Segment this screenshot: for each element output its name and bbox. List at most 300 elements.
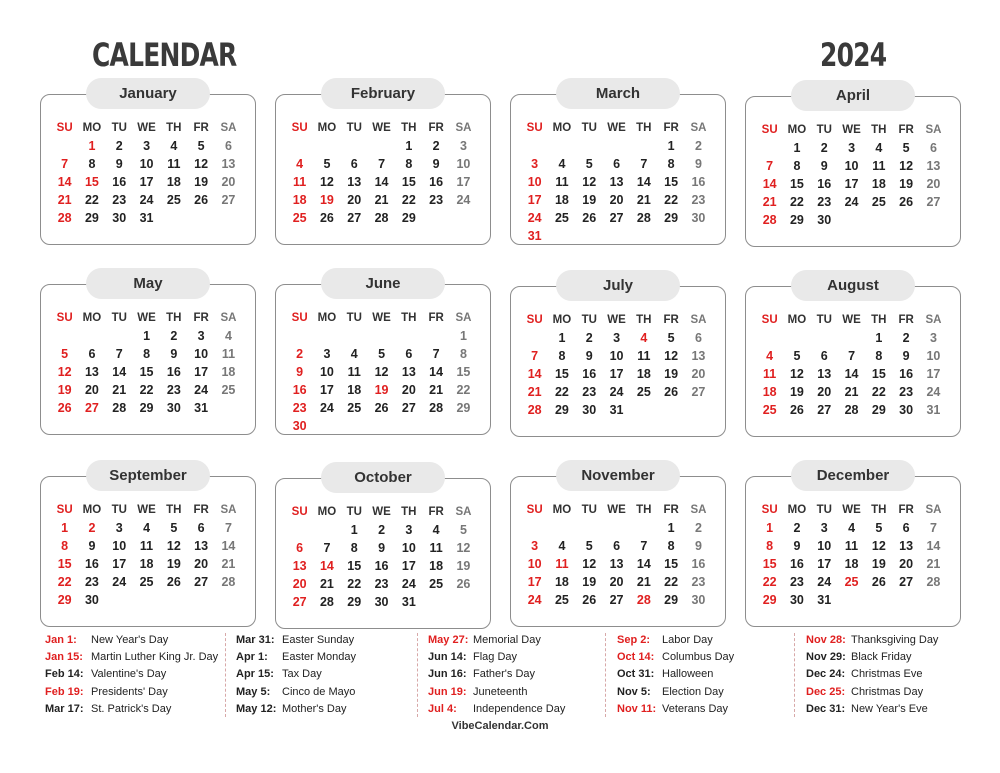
footer-site: VibeCalendar.Com (451, 720, 549, 732)
day-cell: 4 (558, 539, 566, 553)
day-cell: 6 (350, 157, 358, 171)
day-cell: 4 (558, 157, 566, 171)
day-cell: 27 (292, 595, 307, 609)
day-cell: 1 (667, 139, 675, 153)
holiday-name: Father's Day (473, 668, 536, 681)
day-cell: 5 (197, 139, 205, 153)
day-cell: 6 (929, 141, 937, 155)
weekday-header: FR (663, 122, 679, 134)
weekday-header: FR (193, 122, 209, 134)
day-cell: 24 (401, 577, 416, 591)
holiday-date: Oct 31: (617, 668, 655, 681)
weekday-header: TH (636, 504, 652, 516)
weekday-header: WE (137, 122, 156, 134)
day-cell: 21 (844, 385, 859, 399)
day-cell: 4 (170, 139, 178, 153)
weekday-header: TH (401, 122, 417, 134)
holiday-date: Nov 28: (806, 634, 846, 646)
holiday-date: May 27: (428, 634, 469, 646)
day-cell: 14 (57, 175, 72, 189)
day-cell: 27 (926, 195, 941, 209)
holiday-date: Sep 2: (617, 634, 651, 646)
weekday-header: WE (842, 124, 861, 136)
day-cell: 16 (817, 177, 832, 191)
weekday-header: TU (346, 122, 362, 134)
empty-cell (106, 327, 133, 345)
weekday-header: FR (663, 314, 679, 326)
day-cell: 10 (112, 539, 127, 553)
day-cell: 28 (636, 593, 651, 607)
weekday-header: MO (82, 312, 102, 324)
day-cell: 17 (456, 175, 471, 189)
day-cell: 12 (582, 557, 597, 571)
day-cell: 1 (405, 139, 413, 153)
day-cell: 24 (319, 401, 334, 415)
holiday-date: Feb 14: (45, 668, 84, 681)
day-cell: 1 (766, 521, 774, 535)
day-cell: 13 (194, 539, 209, 553)
day-cell: 3 (143, 139, 151, 153)
day-cell: 5 (378, 347, 386, 361)
day-cell: 10 (527, 557, 542, 571)
day-cell: 3 (929, 331, 937, 345)
weekday-header: FR (193, 504, 209, 516)
day-cell: 9 (432, 157, 440, 171)
holiday-name: Flag Day (473, 651, 518, 664)
weekday-header: FR (428, 122, 444, 134)
holiday-item (428, 632, 565, 649)
holiday-name: St. Patrick's Day (91, 702, 172, 715)
day-cell: 18 (166, 175, 181, 189)
day-cell: 28 (636, 211, 651, 225)
day-cell: 29 (347, 595, 362, 609)
holiday-name: Easter Monday (282, 651, 356, 664)
day-cell: 29 (554, 403, 569, 417)
day-cell: 11 (167, 157, 181, 171)
holiday-name: Memorial Day (473, 634, 541, 646)
day-cell: 27 (609, 211, 624, 225)
day-cell: 16 (582, 367, 597, 381)
weekday-header: SU (761, 504, 778, 516)
day-cell: 13 (401, 365, 416, 379)
day-cell: 10 (319, 365, 334, 379)
day-cell: 7 (640, 157, 648, 171)
day-cell: 9 (820, 159, 828, 173)
holiday-column (428, 632, 565, 718)
day-cell: 12 (456, 541, 471, 555)
day-cell: 13 (221, 157, 236, 171)
day-cell: 30 (374, 595, 389, 609)
empty-cell (368, 327, 395, 345)
weekday-header: TH (401, 506, 417, 518)
day-cell: 7 (531, 349, 539, 363)
holiday-date: Mar 17: (45, 702, 84, 715)
column-divider (417, 633, 418, 717)
day-cell: 28 (762, 213, 777, 227)
holiday-column (236, 632, 356, 718)
weekday-header: MO (317, 312, 337, 324)
holiday-date: Jun 16: (428, 668, 467, 681)
day-cell: 11 (347, 365, 361, 379)
day-cell: 16 (112, 175, 127, 189)
holiday-name: Christmas Eve (851, 668, 923, 681)
day-cell: 20 (609, 575, 624, 589)
day-cell: 25 (554, 211, 569, 225)
day-cell: 5 (667, 331, 675, 345)
holiday-name: Cinco de Mayo (282, 685, 356, 698)
day-cell: 25 (554, 593, 569, 607)
holiday-item (236, 632, 356, 649)
day-cell: 16 (374, 559, 389, 573)
day-cell: 26 (194, 193, 209, 207)
weekday-header: TU (581, 122, 597, 134)
weekday-header: WE (842, 504, 861, 516)
day-cell: 26 (664, 385, 679, 399)
day-cell: 31 (194, 401, 209, 415)
day-cell: 28 (926, 575, 941, 589)
empty-cell (756, 139, 783, 157)
day-cell: 22 (401, 193, 416, 207)
day-cell: 18 (221, 365, 236, 379)
day-cell: 10 (194, 347, 209, 361)
day-grid (51, 309, 247, 417)
day-cell: 17 (844, 177, 859, 191)
day-grid (756, 121, 952, 229)
empty-cell (286, 327, 313, 345)
day-cell: 29 (139, 401, 154, 415)
day-cell: 23 (374, 577, 389, 591)
holiday-date: Dec 25: (806, 685, 846, 698)
day-cell: 23 (429, 193, 444, 207)
day-grid (756, 501, 952, 609)
weekday-header: TH (166, 122, 182, 134)
day-cell: 15 (554, 367, 569, 381)
day-cell: 13 (609, 175, 624, 189)
month-name: December (791, 460, 915, 491)
day-cell: 17 (139, 175, 154, 189)
empty-cell (576, 137, 603, 155)
day-cell: 8 (667, 157, 675, 171)
holiday-column (806, 632, 938, 718)
holiday-date: Jan 15: (45, 651, 83, 664)
holiday-column (45, 632, 218, 718)
day-cell: 10 (926, 349, 941, 363)
day-cell: 25 (844, 575, 859, 589)
day-cell: 19 (319, 193, 334, 207)
day-cell: 3 (115, 521, 123, 535)
weekday-header: TU (581, 504, 597, 516)
day-cell: 2 (902, 331, 910, 345)
day-cell: 14 (374, 175, 389, 189)
holiday-date: May 5: (236, 685, 271, 698)
day-cell: 12 (374, 365, 389, 379)
month-november (510, 467, 726, 627)
month-name: June (321, 268, 445, 299)
day-cell: 22 (347, 577, 362, 591)
weekday-header: SA (455, 506, 472, 518)
day-cell: 25 (347, 401, 362, 415)
weekday-header: WE (372, 506, 391, 518)
day-cell: 20 (292, 577, 307, 591)
day-cell: 31 (527, 229, 542, 243)
weekday-header: FR (898, 124, 914, 136)
empty-cell (548, 519, 575, 537)
empty-cell (78, 327, 105, 345)
holiday-date: Nov 11: (617, 702, 657, 715)
weekday-header: SA (455, 312, 472, 324)
day-cell: 2 (585, 331, 593, 345)
day-cell: 24 (609, 385, 624, 399)
day-cell: 2 (88, 521, 96, 535)
day-cell: 19 (456, 559, 471, 573)
day-cell: 15 (57, 557, 72, 571)
day-cell: 8 (350, 541, 358, 555)
day-cell: 1 (459, 329, 467, 343)
day-cell: 21 (221, 557, 236, 571)
weekday-header: WE (372, 312, 391, 324)
day-grid (51, 501, 247, 609)
day-cell: 27 (817, 403, 832, 417)
day-cell: 22 (57, 575, 72, 589)
day-cell: 26 (899, 195, 914, 209)
holiday-date: Apr 1: (236, 651, 268, 664)
day-cell: 14 (527, 367, 542, 381)
holiday-date: Oct 14: (617, 651, 655, 664)
day-cell: 8 (667, 539, 675, 553)
day-cell: 13 (609, 557, 624, 571)
day-cell: 26 (57, 401, 72, 415)
day-cell: 27 (84, 401, 99, 415)
day-cell: 15 (401, 175, 416, 189)
weekday-header: MO (82, 504, 102, 516)
day-cell: 29 (664, 211, 679, 225)
holiday-item (428, 701, 565, 718)
weekday-header: TU (816, 124, 832, 136)
day-cell: 26 (789, 403, 804, 417)
day-cell: 29 (762, 593, 777, 607)
day-cell: 4 (432, 523, 440, 537)
holiday-item (236, 701, 356, 718)
month-name: November (556, 460, 680, 491)
day-cell: 1 (350, 523, 358, 537)
day-cell: 13 (347, 175, 362, 189)
holiday-date: Jul 4: (428, 702, 457, 715)
day-cell: 9 (793, 539, 801, 553)
day-cell: 11 (872, 159, 886, 173)
day-cell: 3 (613, 331, 621, 345)
empty-cell (838, 329, 865, 347)
day-cell: 18 (347, 383, 362, 397)
empty-cell (395, 327, 422, 345)
day-cell: 3 (820, 521, 828, 535)
day-cell: 19 (582, 575, 597, 589)
holiday-item (236, 649, 356, 666)
day-cell: 2 (115, 139, 123, 153)
holiday-date: Jun 19: (428, 685, 467, 698)
day-cell: 26 (319, 211, 334, 225)
day-cell: 11 (555, 557, 569, 571)
weekday-header: SU (56, 504, 73, 516)
day-cell: 30 (691, 211, 706, 225)
holiday-name: Election Day (662, 685, 724, 698)
day-cell: 27 (221, 193, 236, 207)
day-cell: 20 (221, 175, 236, 189)
weekday-header: FR (898, 314, 914, 326)
day-cell: 20 (926, 177, 941, 191)
day-cell: 1 (88, 139, 96, 153)
day-cell: 5 (170, 521, 178, 535)
holiday-date: Jun 14: (428, 651, 467, 664)
holiday-name: Martin Luther King Jr. Day (91, 651, 219, 664)
day-cell: 19 (57, 383, 72, 397)
weekday-header: TU (111, 312, 127, 324)
day-cell: 19 (664, 367, 679, 381)
day-cell: 26 (582, 211, 597, 225)
month-name: February (321, 78, 445, 109)
day-cell: 23 (84, 575, 99, 589)
day-cell: 8 (143, 347, 151, 361)
day-cell: 21 (636, 193, 651, 207)
day-cell: 2 (378, 523, 386, 537)
day-cell: 29 (456, 401, 471, 415)
day-cell: 28 (319, 595, 334, 609)
day-cell: 20 (347, 193, 362, 207)
day-cell: 4 (848, 521, 856, 535)
month-september (40, 467, 256, 627)
day-cell: 25 (871, 195, 886, 209)
holiday-name: Tax Day (282, 668, 322, 681)
day-cell: 9 (115, 157, 123, 171)
day-cell: 17 (401, 559, 416, 573)
holiday-date: Mar 31: (236, 634, 275, 646)
empty-cell (521, 519, 548, 537)
day-cell: 17 (112, 557, 127, 571)
day-cell: 11 (763, 367, 777, 381)
weekday-header: TU (581, 314, 597, 326)
day-cell: 10 (401, 541, 416, 555)
weekday-header: TU (816, 504, 832, 516)
day-cell: 14 (221, 539, 236, 553)
day-cell: 5 (793, 349, 801, 363)
day-cell: 9 (296, 365, 304, 379)
day-cell: 8 (459, 347, 467, 361)
day-cell: 5 (585, 539, 593, 553)
weekday-header: TU (816, 314, 832, 326)
day-grid (521, 119, 717, 245)
day-cell: 12 (871, 539, 886, 553)
weekday-header: SA (220, 122, 237, 134)
day-cell: 10 (844, 159, 859, 173)
weekday-header: SU (761, 124, 778, 136)
day-cell: 15 (762, 557, 777, 571)
day-cell: 6 (613, 157, 621, 171)
day-cell: 7 (640, 539, 648, 553)
day-cell: 16 (166, 365, 181, 379)
holiday-name: Mother's Day (282, 702, 347, 715)
weekday-header: TH (401, 312, 417, 324)
day-cell: 20 (401, 383, 416, 397)
day-cell: 9 (378, 541, 386, 555)
day-cell: 24 (456, 193, 471, 207)
day-cell: 9 (902, 349, 910, 363)
weekday-header: WE (842, 314, 861, 326)
holiday-item (806, 701, 938, 718)
day-cell: 9 (694, 539, 702, 553)
day-cell: 11 (293, 175, 307, 189)
weekday-header: WE (372, 122, 391, 134)
day-cell: 5 (902, 141, 910, 155)
holiday-item (45, 632, 218, 649)
holiday-name: Veterans Day (662, 702, 729, 715)
day-cell: 18 (762, 385, 777, 399)
weekday-header: WE (607, 504, 626, 516)
holiday-name: Christmas Day (851, 685, 924, 698)
holiday-item (617, 666, 734, 683)
day-cell: 3 (531, 539, 539, 553)
weekday-header: FR (193, 312, 209, 324)
empty-cell (313, 327, 340, 345)
holiday-name: Columbus Day (662, 651, 735, 664)
weekday-header: WE (137, 504, 156, 516)
day-cell: 22 (789, 195, 804, 209)
day-cell: 5 (875, 521, 883, 535)
day-cell: 23 (899, 385, 914, 399)
day-cell: 1 (875, 331, 883, 345)
day-cell: 6 (694, 331, 702, 345)
day-cell: 28 (57, 211, 72, 225)
empty-cell (51, 327, 78, 345)
day-cell: 19 (899, 177, 914, 191)
day-cell: 12 (789, 367, 804, 381)
weekday-header: WE (607, 314, 626, 326)
weekday-header: MO (787, 124, 807, 136)
weekday-header: MO (552, 504, 572, 516)
day-cell: 23 (691, 193, 706, 207)
empty-cell (548, 137, 575, 155)
month-name: October (321, 462, 445, 493)
day-cell: 25 (762, 403, 777, 417)
weekday-header: TH (871, 124, 887, 136)
day-cell: 8 (558, 349, 566, 363)
day-cell: 29 (664, 593, 679, 607)
day-cell: 22 (554, 385, 569, 399)
empty-cell (811, 329, 838, 347)
month-april (745, 87, 961, 247)
weekday-header: SU (526, 314, 543, 326)
empty-cell (313, 137, 340, 155)
weekday-header: SU (291, 506, 308, 518)
weekday-header: WE (137, 312, 156, 324)
holiday-date: Dec 24: (806, 668, 846, 681)
day-cell: 15 (664, 175, 679, 189)
day-cell: 21 (926, 557, 941, 571)
holiday-item (428, 684, 565, 701)
day-cell: 18 (871, 177, 886, 191)
weekday-header: FR (428, 312, 444, 324)
day-cell: 27 (347, 211, 362, 225)
day-cell: 11 (637, 349, 651, 363)
day-cell: 30 (817, 213, 832, 227)
empty-cell (341, 137, 368, 155)
day-cell: 28 (844, 403, 859, 417)
holiday-name: New Year's Eve (851, 702, 928, 715)
day-cell: 16 (691, 557, 706, 571)
empty-cell (368, 137, 395, 155)
day-grid (286, 119, 482, 227)
day-cell: 20 (609, 193, 624, 207)
day-cell: 9 (694, 157, 702, 171)
day-cell: 23 (691, 575, 706, 589)
